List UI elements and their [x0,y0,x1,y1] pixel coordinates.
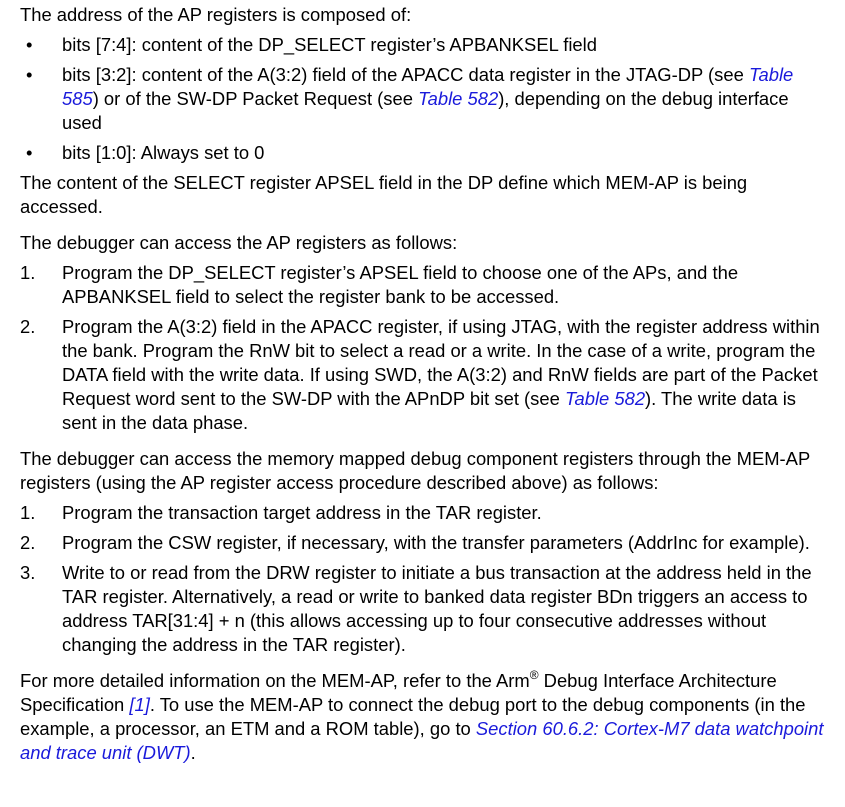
step-text: Program the CSW register, if necessary, with the transfer parameters (AddrInc for example). [62,532,810,553]
section-60-6-2-link[interactable]: Section 60.6.2: Cortex-M7 data watchpoint and trace unit (DWT) [20,718,824,763]
final-paragraph [20,669,832,765]
list-item [20,33,832,57]
list-item [20,561,832,657]
list-item [20,261,832,309]
final-text: . [190,742,196,763]
step-number: 1. [20,502,36,523]
step-text: Write to or read from the DRW register to initiate a bus transaction at the address held in the TAR register. Alternatively, a read or write to banked data register BDn triggers an access to address TAR[31:4] + n (this allows accessing up to four consecutive addresses without changing the address in the TAR register). [62,562,812,655]
table-582-link[interactable]: Table 582 [418,88,499,109]
intro-paragraph: The address of the AP registers is composed of: [20,4,412,25]
mem-access-steps [20,501,832,657]
final-text: . To use the MEM-AP to connect the debug port to the debug components (in the example, a processor, an ETM and a ROM table), go to [20,694,806,739]
step-text: Program the DP_SELECT register’s APSEL field to choose one of the APs, and the APBANKSEL field to select the register bank to be accessed. [62,262,739,307]
list-item [20,63,832,135]
registered-mark: ® [529,667,539,682]
step-number: 2. [20,316,36,337]
step-number: 2. [20,532,36,553]
mem-access-intro: The debugger can access the memory mapped debug component registers through the MEM-AP registers (using the AP register access procedure described above) as follows: [20,448,810,493]
step-number: 3. [20,562,36,583]
step-text: ). The write data is sent in the data phase. [62,388,796,433]
table-582-link[interactable]: Table 582 [564,388,646,409]
final-text: Debug Interface Architecture Specification [20,670,777,715]
step-text: Program the A(3:2) field in the APACC register, if using JTAG, with the register address within the bank. Program the RnW bit to select a read or a write. In the case of a write, program the DATA field with the write data. If using SWD, the A(3:2) and RnW fields are part of the Packet Request word sent to the SW-DP with the APnDP bit set (see [62,316,820,409]
bits-3-2-text: ), depending on the debug interface used [62,88,789,133]
list-item [20,315,832,435]
step-text: Program the transaction target address in the TAR register. [62,502,542,523]
step-number: 1. [20,262,36,283]
bullet-marker: • [26,34,33,55]
bits-1-0-text: bits [1:0]: Always set to 0 [62,142,265,163]
bullet-marker: • [26,142,33,163]
final-text: For more detailed information on the MEM-AP, refer to the Arm [20,670,530,691]
list-item [20,141,832,165]
bits-3-2-text: ) or of the SW-DP Packet Request (see [92,88,419,109]
list-item [20,501,832,525]
select-paragraph: The content of the SELECT register APSEL field in the DP define which MEM-AP is being accessed. [20,172,748,217]
bullet-marker: • [26,64,33,85]
ap-access-steps [20,261,832,435]
list-item [20,531,832,555]
table-585-link[interactable]: Table 585 [62,64,794,109]
address-bits-list [20,33,832,165]
bits-7-4-text: bits [7:4]: content of the DP_SELECT register’s APBANKSEL field [62,34,597,55]
bits-3-2-text: bits [3:2]: content of the A(3:2) field of the APACC data register in the JTAG-DP (see [62,64,749,85]
reference-1-link[interactable]: [1] [129,694,150,715]
document-body [20,3,832,771]
ap-access-intro: The debugger can access the AP registers as follows: [20,232,458,253]
